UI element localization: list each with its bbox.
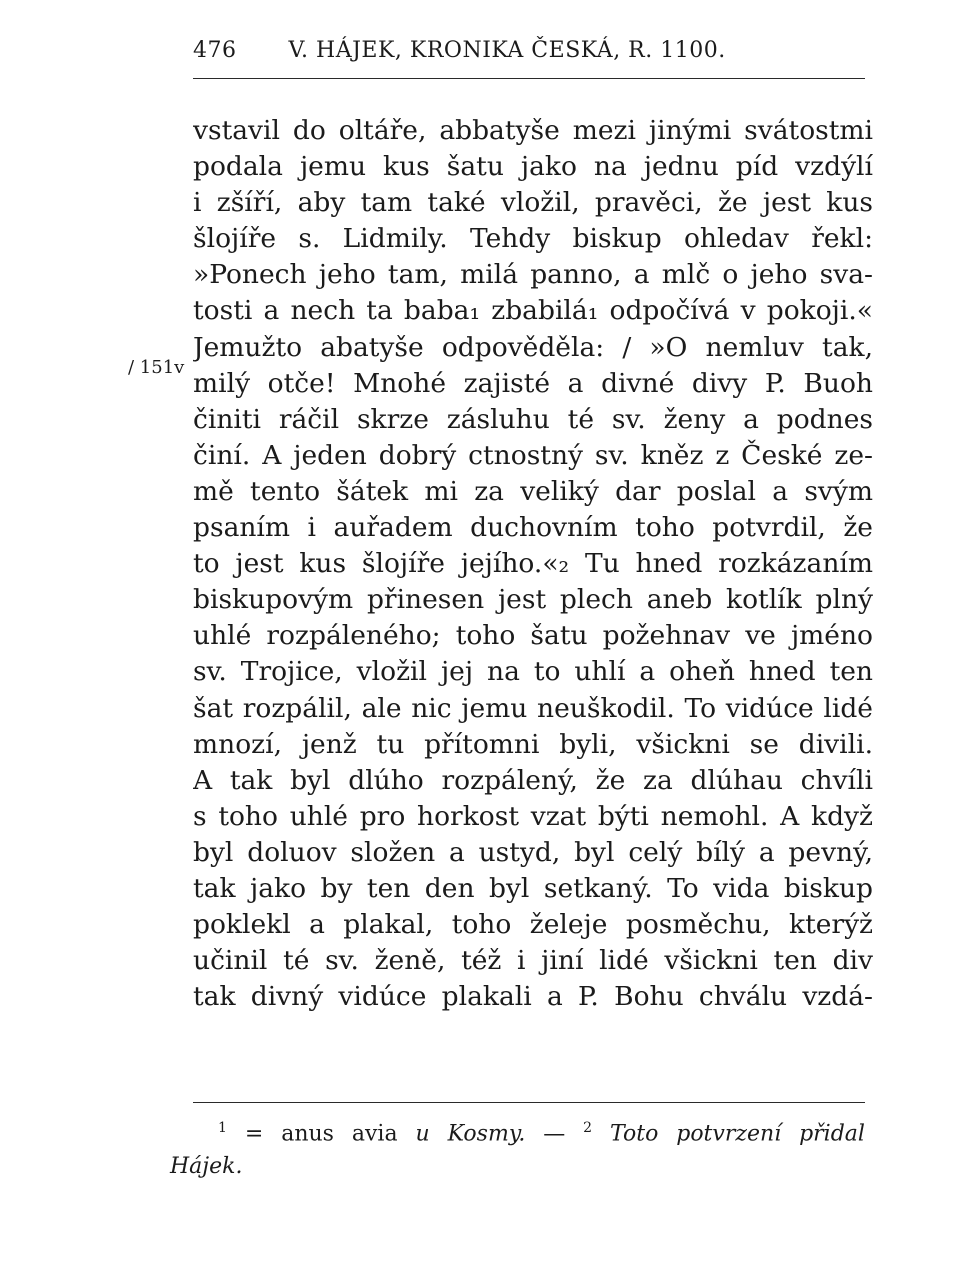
footnote-mark-2: 2	[583, 1120, 593, 1136]
text-line: »Ponech jeho tam, milá panno, a mlč o jeho sva-	[193, 259, 873, 291]
text-line: biskupovým přinesen jest plech aneb kotlík plný	[193, 584, 873, 616]
text-line: i zšíří, aby tam také vložil, pravěci, že jest kus	[193, 187, 873, 219]
text-line: činí. A jeden dobrý ctnostný sv. kněz z České ze-	[193, 439, 873, 471]
header-rule	[193, 78, 865, 79]
text-line: mě tento šátek mi za veliký dar poslal a svým	[193, 475, 873, 507]
text-line: tak jako by ten den byl setkaný. To vida biskup	[193, 872, 873, 904]
text-line: poklekl a plakal, toho želeje posměchu, kterýž	[193, 909, 873, 941]
footnote-rule	[193, 1102, 865, 1103]
text-line: A tak byl dlúho rozpálený, že za dlúhau chvíli	[193, 764, 873, 796]
text-line: byl doluov složen a ustyd, byl celý bílý a pevný,	[193, 836, 873, 868]
text-line: vstavil do oltáře, abbatyše mezi jinými svátostmi	[193, 115, 873, 146]
footnote-line	[193, 1112, 865, 1150]
text-line: s toho uhlé pro horkost vzat býti nemohl. A když	[193, 800, 873, 832]
footnote-2-text: Toto potvrzení přidal	[610, 1121, 865, 1147]
footnote-1-source: u Kosmy.	[415, 1121, 526, 1147]
body-text	[193, 113, 873, 1015]
running-title: V. HÁJEK, KRONIKA ČESKÁ, R. 1100.	[288, 38, 726, 63]
text-line: sv. Trojice, vložil jej na to uhlí a oheň hned ten	[193, 656, 873, 688]
text-line: Jemužto abatyše odpověděla: / »O nemluv tak,	[193, 331, 873, 363]
text-line: uhlé rozpáleného; toho šatu požehnav ve jméno	[193, 620, 873, 652]
running-header	[193, 38, 863, 78]
footnote-2-continuation: Hájek.	[170, 1154, 243, 1180]
footnote-separator: —	[543, 1121, 566, 1147]
text-line: činiti ráčil skrze zásluhu té sv. ženy a podnes	[193, 403, 873, 435]
footnote-1-text: = anus avia	[244, 1121, 398, 1147]
footnotes	[170, 1112, 865, 1183]
text-line: učinil té sv. ženě, též i jiní lidé všickni ten div	[193, 945, 873, 977]
text-line: psaním i auřadem duchovním toho potvrdil, že	[193, 512, 873, 544]
text-line: mnozí, jenž tu přítomni byli, všickni se divili.	[193, 728, 873, 760]
text-line: šat rozpálil, ale nic jemu neuškodil. To vidúce lidé	[193, 692, 873, 724]
text-line: to jest kus šlojíře jejího.«₂ Tu hned rozkázaním	[193, 548, 873, 580]
text-line: šlojíře s. Lidmily. Tehdy biskup ohledav řekl:	[193, 223, 873, 255]
page-number: 476	[193, 38, 237, 63]
text-line: tosti a nech ta baba₁ zbabilá₁ odpočívá v pokoji.«	[193, 295, 873, 327]
text-line: tak divný vidúce plakali a P. Bohu chválu vzdá-	[193, 981, 873, 1013]
footnote-mark-1: 1	[218, 1120, 227, 1136]
text-line: podala jemu kus šatu jako na jednu píd vzdýlí	[193, 151, 873, 183]
margin-folio-note: / 151v	[128, 357, 185, 378]
text-line: milý otče! Mnohé zajisté a divné divy P. Buoh	[193, 367, 873, 399]
